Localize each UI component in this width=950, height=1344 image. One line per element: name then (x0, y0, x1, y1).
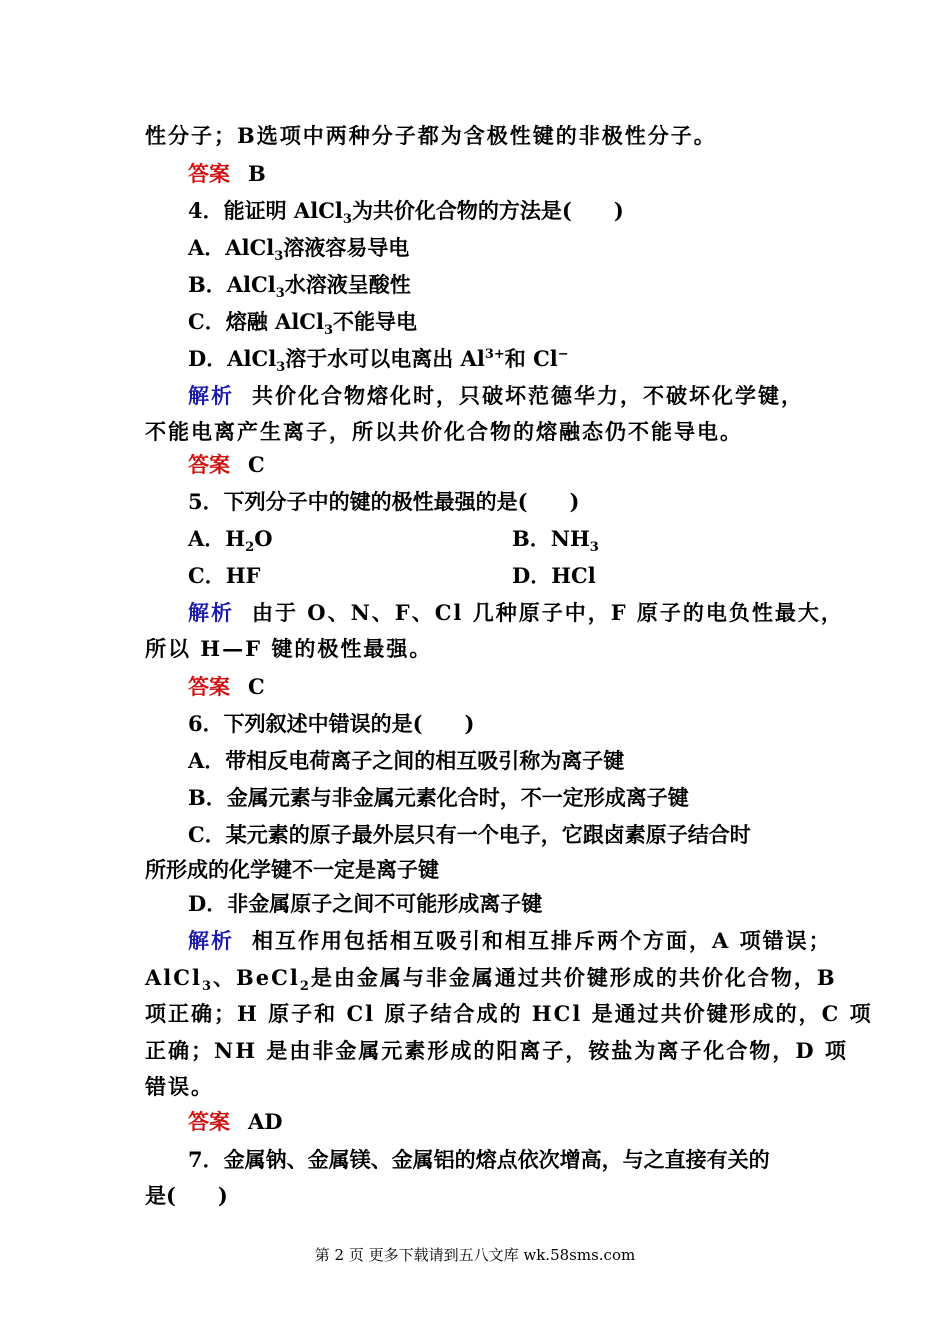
answer-label: 答案 (188, 1109, 230, 1134)
explanation-line: 解析 由于 O、N、F、Cl 几种原子中，F 原子的电负性最大， (188, 600, 844, 625)
option-c-cont: 所形成的化学键不一定是离子键 (145, 857, 439, 882)
explanation-line: 正确；NH 是由非金属元素形成的阳离子，铵盐为离子化合物，D 项 (145, 1038, 848, 1063)
text-line: 性分子；B选项中两种分子都为含极性键的非极性分子。 (145, 123, 717, 148)
explanation-label: 解析 (188, 600, 234, 625)
option-c: C．熔融 AlCl$_3$不能导电 (188, 309, 418, 339)
answer-line: 答案 C (188, 674, 265, 699)
explanation-line: AlCl$_3$、BeCl$_2$是由金属与非金属通过共价键形成的共价化合物，B (145, 965, 837, 995)
explanation-line: 解析 共价化合物熔化时，只破坏范德华力，不破坏化学键， (188, 383, 804, 408)
answer-label: 答案 (188, 452, 230, 477)
explanation-line: 解析 相互作用包括相互吸引和相互排斥两个方面，A 项错误； (188, 928, 832, 953)
explanation-line: 项正确；H 原子和 Cl 原子结合成的 HCl 是通过共价键形成的，C 项 (145, 1001, 873, 1026)
explanation-line: 错误。 (145, 1074, 214, 1099)
question-4: 4．能证明 AlCl$_3$为共价化合物的方法是( ) (188, 198, 624, 228)
explanation-label: 解析 (188, 928, 234, 953)
answer-label: 答案 (188, 674, 230, 699)
answer-line: 答案 B (188, 161, 266, 186)
explanation-line: 不能电离产生离子，所以共价化合物的熔融态仍不能导电。 (145, 419, 743, 444)
option-b: B．$NH_3$ (512, 526, 599, 556)
explanation-line: 所以 H—F 键的极性最强。 (145, 636, 433, 661)
option-a: A．带相反电荷离子之间的相互吸引称为离子键 (188, 748, 625, 773)
option-row (188, 525, 853, 556)
page-footer: 第 2 页 更多下载请到五八文库 wk.58sms.com (314, 1246, 636, 1264)
explanation-label: 解析 (188, 383, 234, 408)
question-7: 7．金属钠、金属镁、金属铝的熔点依次增高，与之直接有关的 (188, 1147, 770, 1172)
option-c: C．某元素的原子最外层只有一个电子，它跟卤素原子结合时 (188, 822, 751, 847)
option-b: B．AlCl$_3$水溶液呈酸性 (188, 272, 411, 302)
option-d: D．HCl (512, 563, 596, 588)
option-row (188, 562, 853, 590)
question-7-cont: 是( ) (145, 1183, 228, 1208)
option-a: A．AlCl$_3$溶液容易导电 (188, 235, 410, 265)
option-c: C．HF (188, 563, 261, 588)
answer-line: 答案 C (188, 452, 265, 477)
answer-label: 答案 (188, 161, 230, 186)
question-6: 6．下列叙述中错误的是( ) (188, 711, 475, 736)
option-d: D．非金属原子之间不可能形成离子键 (188, 891, 543, 916)
option-b: B．金属元素与非金属元素化合时，不一定形成离子键 (188, 785, 689, 810)
option-d: D．AlCl$_3$溶于水可以电离出 $Al^{3+}$和 Cl− (188, 346, 569, 376)
option-a: A．$H_2O$ (188, 526, 273, 556)
question-5: 5．下列分子中的键的极性最强的是( ) (188, 489, 580, 514)
answer-line: 答案 AD (188, 1109, 283, 1134)
